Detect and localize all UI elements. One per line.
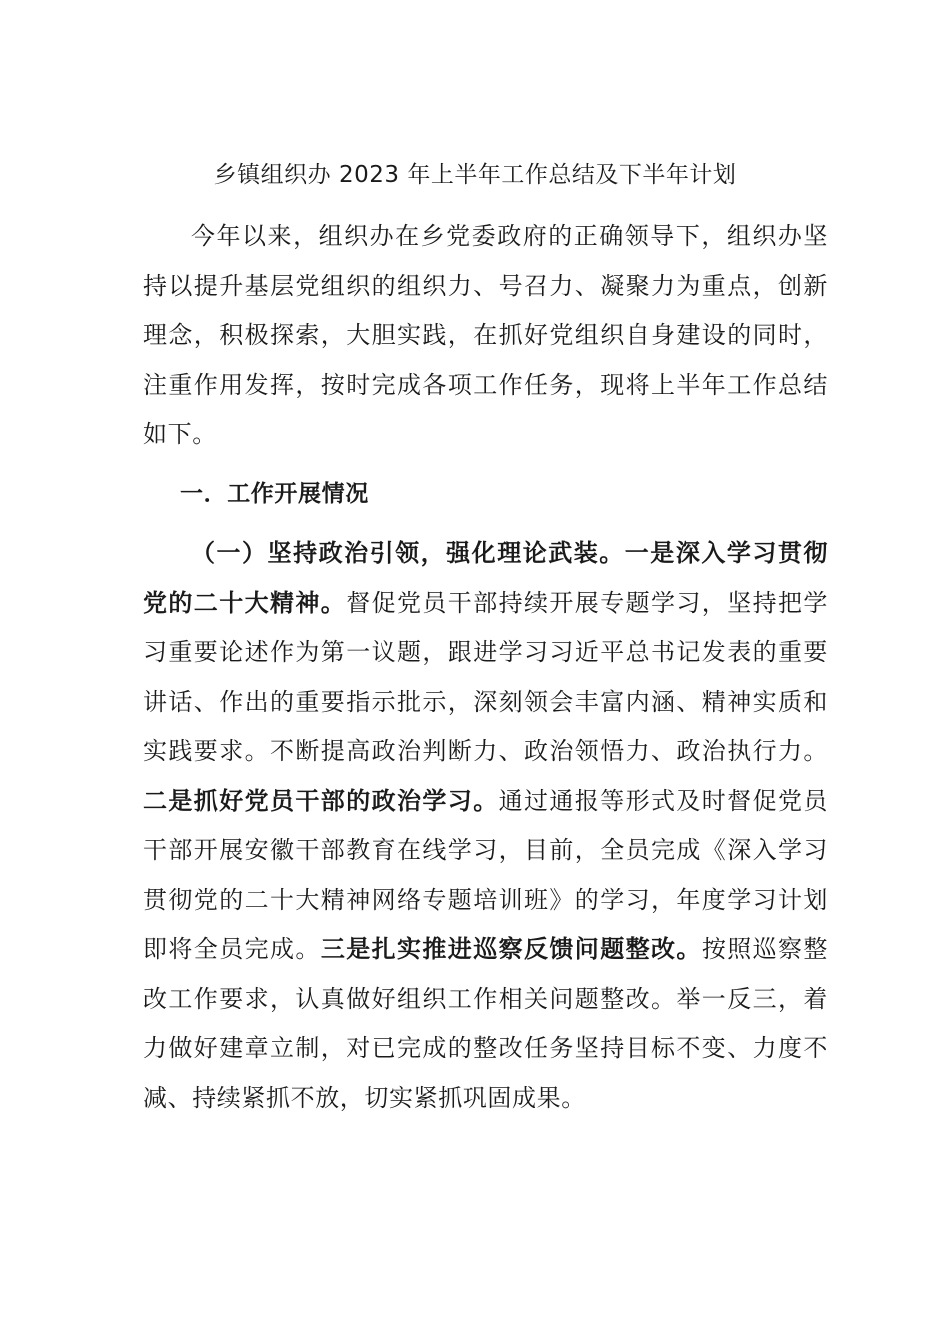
item1-sub3-title: 三是扎实推进巡察反馈问题整改。 [320,935,702,963]
document-title: 乡镇组织办 2023 年上半年工作总结及下半年计划 [213,162,737,188]
item1-paragraph [143,529,828,1123]
item1-sub2-title: 二是抓好党员干部的政治学习。 [143,786,499,815]
item1-sub3-text: 按照巡察整改工作要求，认真做好组织工作相关问题整改。举一反三，着力做好建章立制，对已完成的整改任务坚持目标不变、力度不减、持续紧抓不放，切实紧抓巩固成果。 [143,935,829,1112]
item1-heading: （一）坚持政治引领，强化理论武装。 [191,539,625,567]
item1-sub1-text: 督促党员干部持续开展专题学习，坚持把学习重要论述作为第一议题，跟进学习习近平总书记发表的重要讲话、作出的重要指示批示，深刻领会丰富内涵、精神实质和实践要求。不断提高政治判断力、政治领悟力、政治执行力。 [143,588,828,765]
intro-paragraph: 今年以来，组织办在乡党委政府的正确领导下，组织办坚持以提升基层党组织的组织力、号召力、凝聚力为重点，创新理念，积极探索，大胆实践，在抓好党组织自身建设的同时，注重作用发挥，按时完成各项工作任务，现将上半年工作总结如下。 [143,222,828,448]
document-body [143,212,828,1123]
item1-sub1-title: 一是深入学习贯彻党的二十大精神。 [143,539,828,617]
section-heading-work-progress: 一．工作开展情况 [180,480,369,507]
item1-sub2-text: 通过通报等形式及时督促党员干部开展安徽干部教育在线学习，目前，全员完成《深入学习贯彻党的二十大精神网络专题培训班》的学习，年度学习计划即将全员完成。 [143,786,828,963]
